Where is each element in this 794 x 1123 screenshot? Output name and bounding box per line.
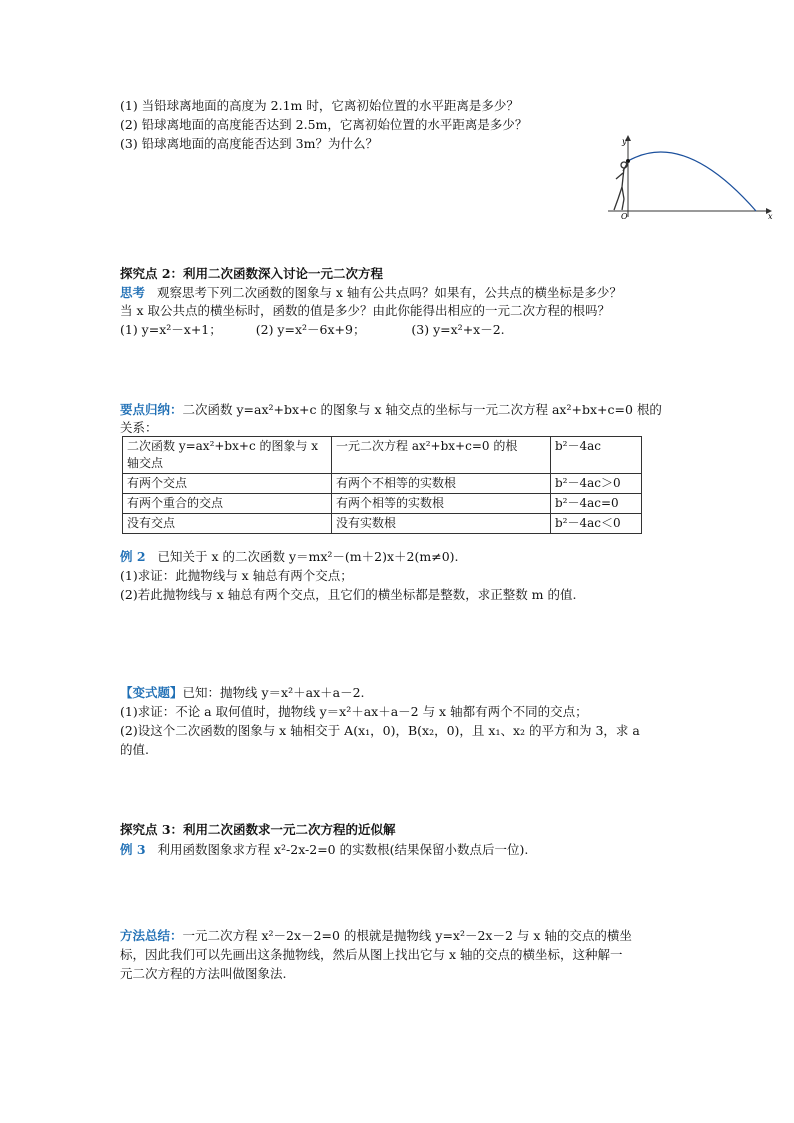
parabola-path	[628, 152, 756, 211]
variant-part-2: (2)设这个二次函数的图象与 x 轴相交于 A(x₁，0)，B(x₂，0)，且 x₁、x₂ 的平方和为 3，求 a	[120, 723, 640, 738]
variant-part-3: 的值.	[120, 742, 149, 757]
summary-line-1	[120, 400, 662, 419]
table-header-cell: 二次函数 y=ax²+bx+c 的图象与 x 轴交点	[123, 437, 332, 474]
table-cell: 有两个相等的实数根	[332, 494, 551, 514]
table-header-cell: 一元二次方程 ax²+bx+c=0 的根	[332, 437, 551, 474]
thrower-figure	[614, 162, 628, 210]
method-line-1	[120, 926, 632, 945]
roots-relation-table	[122, 436, 642, 534]
example-3-text: 利用函数图象求方程 x²-2x-2=0 的实数根(结果保留小数点后一位).	[157, 842, 529, 857]
summary-label: 要点归纳：	[120, 402, 183, 417]
origin-label: O	[621, 212, 628, 221]
example-2-line	[120, 547, 459, 566]
question-3: (3) 铅球离地面的高度能否达到 3m？为什么？	[120, 136, 378, 151]
example-3-line	[120, 840, 528, 859]
table-cell: 没有实数根	[332, 514, 551, 534]
example-2-part-1: (1)求证：此抛物线与 x 轴总有两个交点；	[120, 568, 353, 583]
example-2-text: 已知关于 x 的二次函数 y＝mx²－(m＋2)x＋2(m≠0).	[157, 549, 459, 564]
table-row	[123, 474, 642, 494]
variant-line	[120, 683, 365, 702]
summary-text-2: 关系：	[120, 420, 158, 435]
example-2-label: 例 2	[120, 549, 146, 564]
table-cell: b²－4ac=0	[551, 494, 642, 514]
table-cell: b²－4ac＞0	[551, 474, 642, 494]
question-1: (1) 当铅球离地面的高度为 2.1m 时，它离初始位置的水平距离是多少？	[120, 98, 519, 113]
summary-text-1: 二次函数 y=ax²+bx+c 的图象与 x 轴交点的坐标与一元二次方程 ax²+bx+c=0 根的	[182, 402, 662, 417]
table-header-row	[123, 437, 642, 474]
example-2-part-2: (2)若此抛物线与 x 轴总有两个交点，且它们的横坐标都是整数，求正整数 m 的值.	[120, 587, 577, 602]
variant-label: 【变式题】	[120, 685, 183, 700]
function-2: (2) y=x²－6x+9；	[255, 322, 366, 337]
table-cell: 有两个重合的交点	[123, 494, 332, 514]
think-label: 思考	[120, 285, 146, 300]
method-text-1: 一元二次方程 x²－2x－2=0 的根就是抛物线 y=x²－2x－2 与 x 轴的交点的横坐	[182, 928, 632, 943]
table-row	[123, 514, 642, 534]
x-axis-label: x	[768, 212, 773, 221]
section-3-title: 探究点 3：利用二次函数求一元二次方程的近似解	[120, 822, 396, 837]
function-list	[120, 320, 505, 339]
table-row	[123, 494, 642, 514]
table-cell: 有两个交点	[123, 474, 332, 494]
method-text-3: 元二次方程的方法叫做图象法.	[120, 966, 287, 981]
shot-put-figure	[604, 135, 776, 221]
function-3: (3) y=x²+x－2.	[411, 322, 505, 337]
table-cell: b²－4ac＜0	[551, 514, 642, 534]
section-2-title: 探究点 2：利用二次函数深入讨论一元二次方程	[120, 266, 384, 281]
think-line-1	[120, 283, 622, 302]
think-text-1: 观察思考下列二次函数的图象与 x 轴有公共点吗？如果有，公共点的横坐标是多少？	[156, 285, 622, 300]
variant-text: 已知：抛物线 y＝x²＋ax＋a－2.	[182, 685, 365, 700]
y-axis-label: y	[622, 137, 627, 146]
method-text-2: 标，因此我们可以先画出这条抛物线，然后从图上找出它与 x 轴的交点的横坐标，这种解一	[120, 947, 623, 962]
variant-part-1: (1)求证：不论 a 取何值时，抛物线 y＝x²＋ax＋a－2 与 x 轴都有两个不同的交点；	[120, 704, 588, 719]
function-1: (1) y=x²－x+1；	[120, 322, 222, 337]
table-cell: 没有交点	[123, 514, 332, 534]
table-cell: 有两个不相等的实数根	[332, 474, 551, 494]
example-3-label: 例 3	[120, 842, 146, 857]
table-header-cell: b²－4ac	[551, 437, 642, 474]
question-2: (2) 铅球离地面的高度能否达到 2.5m，它离初始位置的水平距离是多少？	[120, 117, 528, 132]
method-label: 方法总结：	[120, 928, 183, 943]
think-text-2: 当 x 取公共点的横坐标时，函数的值是多少？由此你能得出相应的一元二次方程的根吗？	[120, 303, 610, 318]
